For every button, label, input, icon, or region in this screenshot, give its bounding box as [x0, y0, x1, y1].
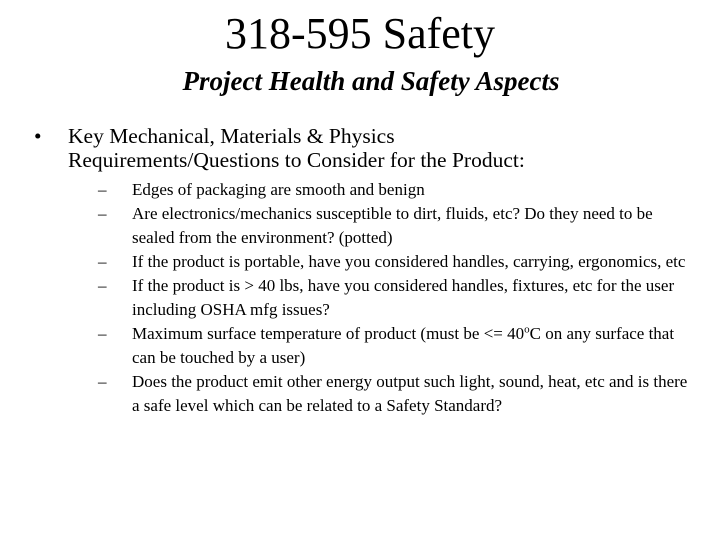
main-bullet-text — [68, 124, 694, 172]
list-item — [98, 274, 694, 322]
list-item-text: If the product is > 40 lbs, have you considered handles, fixtures, etc for the user including OSHA mfg issues? — [132, 276, 675, 319]
list-item — [98, 202, 694, 250]
list-item — [98, 250, 694, 274]
main-bullet — [34, 124, 694, 172]
list-item — [98, 178, 694, 202]
sub-bullet-list — [34, 178, 694, 418]
main-bullet-line-2: Requirements/Questions to Consider for the Product: — [68, 148, 525, 172]
list-item — [98, 322, 694, 370]
list-item — [98, 370, 694, 418]
list-item-text — [132, 322, 694, 370]
list-item-text: Does the product emit other energy output such light, sound, heat, etc and is there a safe level which can be related to a Safety Standard? — [132, 372, 688, 415]
slide-title: 318-595 Safety — [224, 9, 496, 58]
bullet-marker: • — [34, 124, 42, 148]
temperature-text-before: Maximum surface temperature of product (must be <= 40 — [132, 324, 525, 343]
list-item-text: If the product is portable, have you considered handles, carrying, ergonomics, etc — [132, 252, 686, 271]
list-item-text: Edges of packaging are smooth and benign — [132, 180, 425, 199]
dash-marker: – — [98, 204, 107, 223]
dash-marker: – — [98, 372, 107, 391]
bullet-block — [34, 124, 694, 418]
dash-marker: – — [98, 276, 107, 295]
degree-superscript: o — [524, 323, 530, 336]
main-bullet-line-1: Key Mechanical, Materials & Physics — [68, 124, 395, 148]
list-item-text: Are electronics/mechanics susceptible to dirt, fluids, etc? Do they need to be sealed from the environment? (potted) — [132, 204, 653, 247]
dash-marker: – — [98, 324, 107, 343]
slide-subtitle: Project Health and Safety Aspects — [182, 66, 560, 96]
dash-marker: – — [98, 252, 107, 271]
dash-marker: – — [98, 180, 107, 199]
temperature-text-after: C on any surface that can be touched by a user) — [132, 324, 675, 367]
